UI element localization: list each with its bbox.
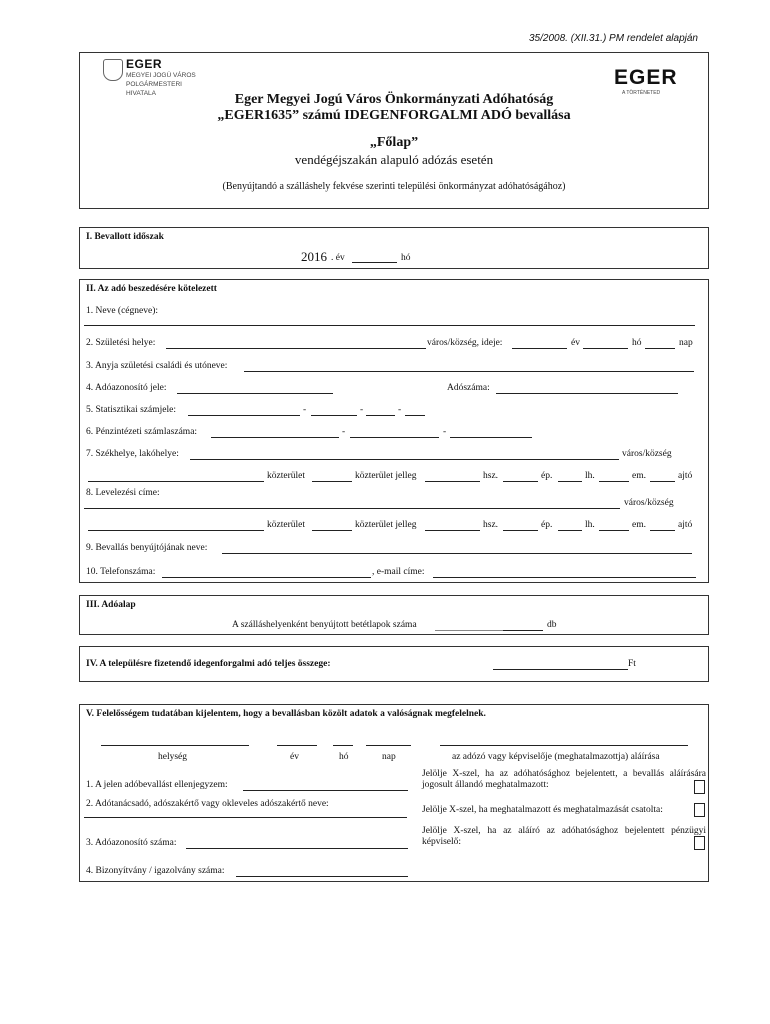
place-field[interactable] — [101, 745, 249, 746]
tax-id-label: 4. Adóazonosító jele: — [86, 383, 167, 393]
signature-field[interactable] — [440, 745, 688, 746]
tax-number-field[interactable] — [496, 393, 678, 394]
stat-number-label: 5. Statisztikai számjele: — [86, 405, 176, 415]
submitter-name-field[interactable] — [222, 553, 692, 554]
mail-building-label: ép. — [541, 520, 553, 530]
seat-floor-label: em. — [632, 471, 646, 481]
birth-month-field[interactable] — [583, 348, 628, 349]
period-year-label: . év — [331, 253, 345, 263]
seat-staircase-label: lh. — [585, 471, 595, 481]
authority-title: Eger Megyei Jogú Város Önkormányzati Adóhatóság — [234, 92, 554, 107]
mail-floor-label: em. — [632, 520, 646, 530]
stat-number-field-4[interactable] — [405, 415, 425, 416]
mail-staircase-field[interactable] — [558, 530, 582, 531]
bank-separator-1: - — [342, 427, 346, 437]
stat-separator-2: - — [360, 405, 364, 415]
period-month-field[interactable] — [352, 262, 397, 263]
mail-house-number-label: hsz. — [483, 520, 499, 530]
advisor-name-label: 2. Adótanácsadó, adószakértő vagy okleveles adószakértő neve: — [86, 799, 329, 809]
brand-logo-text: EGER — [614, 66, 678, 89]
birth-year-field[interactable] — [512, 348, 567, 349]
bank-separator-2: - — [443, 427, 447, 437]
sign-day-label: nap — [382, 752, 396, 762]
seat-house-number-label: hsz. — [483, 471, 499, 481]
mail-door-field[interactable] — [650, 530, 675, 531]
bank-account-field-3[interactable] — [450, 437, 532, 438]
phone-label: 10. Telefonszáma: — [86, 567, 156, 577]
bank-account-label: 6. Pénzintézeti számlaszáma: — [86, 427, 198, 437]
advisor-name-field[interactable] — [84, 817, 407, 818]
logo-line-3: HIVATALA — [126, 90, 156, 97]
birth-place-label: 2. Születési helye: — [86, 338, 156, 348]
seat-door-label: ajtó — [678, 471, 693, 481]
stat-separator-3: - — [398, 405, 402, 415]
countersign-label: 1. A jelen adóbevallást ellenjegyzem: — [86, 780, 228, 790]
total-amount-field[interactable] — [493, 669, 628, 670]
birth-month-label: hó — [632, 338, 642, 348]
period-year: 2016 — [301, 249, 327, 264]
stat-number-field-1[interactable] — [188, 415, 300, 416]
birth-day-field[interactable] — [645, 348, 675, 349]
seat-street-type-label: közterület jelleg — [355, 471, 417, 481]
tax-id-field[interactable] — [177, 393, 333, 394]
logo-line-2: POLGÁRMESTERI — [126, 81, 182, 88]
financial-rep-text: Jelölje X-szel, ha az aláíró az adóhatósághoz bejelentett pénzügyi képviselő: — [422, 826, 706, 847]
form-title — [79, 108, 709, 124]
submitter-name-label: 9. Bevallás benyújtójának neve: — [86, 543, 208, 553]
mail-street-type-label: közterület jelleg — [355, 520, 417, 530]
phone-field[interactable] — [162, 577, 371, 578]
birth-city-date-label: város/község, ideje: — [427, 338, 503, 348]
stat-separator-1: - — [303, 405, 307, 415]
tax-base-count-field[interactable] — [503, 630, 543, 631]
permanent-proxy-checkbox[interactable] — [694, 780, 705, 794]
place-label: helység — [158, 752, 188, 762]
mail-building-field[interactable] — [503, 530, 538, 531]
sign-year-field[interactable] — [277, 745, 317, 746]
name-field[interactable] — [84, 325, 695, 326]
section-period-heading: I. Bevallott időszak — [86, 232, 164, 242]
tax-base-guide — [435, 630, 503, 631]
seat-staircase-field[interactable] — [558, 481, 582, 482]
mother-name-field[interactable] — [244, 371, 694, 372]
tax-base-unit: db — [547, 620, 557, 630]
attached-proxy-checkbox[interactable] — [694, 803, 705, 817]
tax-number-label: Adószáma: — [447, 383, 490, 393]
seat-street-field[interactable] — [88, 481, 264, 482]
logo-line-1: MEGYEI JOGÚ VÁROS — [126, 72, 196, 79]
birth-year-label: év — [571, 338, 580, 348]
sign-month-label: hó — [339, 752, 349, 762]
section-tax-base-heading: III. Adóalap — [86, 600, 136, 610]
email-label: , e-mail címe: — [372, 567, 425, 577]
permanent-proxy-text: Jelölje X-szel, ha az adóhatósághoz bejelentett, a bevallás aláírására jogosult állandó meghatalmazott: — [422, 769, 706, 790]
birth-place-field[interactable] — [166, 348, 426, 349]
seat-floor-field[interactable] — [599, 481, 629, 482]
attached-proxy-text: Jelölje X-szel, ha meghatalmazott és meghatalmazását csatolta: — [422, 805, 663, 815]
countersign-field[interactable] — [243, 790, 408, 791]
seat-city-label: város/község — [622, 449, 672, 459]
brand-logo-tagline: A TÖRTÉNETED — [622, 90, 661, 96]
seat-building-field[interactable] — [503, 481, 538, 482]
certificate-number-field[interactable] — [236, 876, 408, 877]
declaration-heading: V. Felelősségem tudatában kijelentem, hogy a bevallásban közölt adatok a valóságnak megfelelnek. — [86, 709, 486, 719]
mail-house-number-field[interactable] — [425, 530, 480, 531]
mailing-address-label: 8. Levelezési címe: — [86, 488, 160, 498]
coat-of-arms-icon — [103, 59, 123, 81]
period-month-label: hó — [401, 253, 411, 263]
submission-note: (Benyújtandó a szálláshely fekvése szerinti települési önkormányzat adóhatóságához) — [222, 181, 566, 192]
sign-year-label: év — [290, 752, 299, 762]
form-code: „EGER1635” számú — [217, 108, 341, 123]
seat-city-field[interactable] — [190, 459, 619, 460]
mail-city-field[interactable] — [84, 508, 620, 509]
advisor-tax-id-label: 3. Adóazonosító száma: — [86, 838, 177, 848]
sign-month-field[interactable] — [333, 745, 353, 746]
mail-staircase-label: lh. — [585, 520, 595, 530]
mail-street-label: közterület — [267, 520, 305, 530]
financial-rep-checkbox[interactable] — [694, 836, 705, 850]
birth-day-label: nap — [679, 338, 693, 348]
mail-door-label: ajtó — [678, 520, 693, 530]
certificate-number-label: 4. Bizonyítvány / igazolvány száma: — [86, 866, 225, 876]
logo-brand: EGER — [126, 57, 163, 71]
section-declaration — [79, 704, 709, 882]
total-amount-unit: Ft — [628, 659, 636, 669]
seat-building-label: ép. — [541, 471, 553, 481]
seat-door-field[interactable] — [650, 481, 675, 482]
mail-street-field[interactable] — [88, 530, 264, 531]
advisor-tax-id-field[interactable] — [186, 848, 408, 849]
bank-account-field-2[interactable] — [350, 437, 439, 438]
seat-house-number-field[interactable] — [425, 481, 480, 482]
bank-account-field-1[interactable] — [211, 437, 339, 438]
email-field[interactable] — [433, 577, 696, 578]
name-label: 1. Neve (cégneve): — [86, 306, 159, 316]
sheet-subtitle: vendégéjszakán alapuló adózás esetén — [294, 152, 494, 167]
mail-city-label: város/község — [624, 498, 674, 508]
section-taxpayer-heading: II. Az adó beszedésére kötelezett — [86, 284, 217, 294]
seat-label: 7. Székhelye, lakóhelye: — [86, 449, 179, 459]
stat-number-field-2[interactable] — [311, 415, 357, 416]
seat-street-label: közterület — [267, 471, 305, 481]
tax-base-text: A szálláshelyenként benyújtott betétlapok száma — [232, 620, 417, 630]
mail-street-type-field[interactable] — [312, 530, 352, 531]
signature-label: az adózó vagy képviselője (meghatalmazottja) aláírása — [452, 752, 660, 762]
section-total-heading: IV. A településre fizetendő idegenforgalmi adó teljes összege: — [86, 659, 331, 669]
sheet-title: „Főlap” — [369, 135, 419, 150]
regulation-reference: 35/2008. (XII.31.) PM rendelet alapján — [529, 33, 698, 44]
seat-street-type-field[interactable] — [312, 481, 352, 482]
sign-day-field[interactable] — [366, 745, 411, 746]
mother-name-label: 3. Anyja születési családi és utóneve: — [86, 361, 228, 371]
form-name: IDEGENFORGALMI ADÓ bevallása — [344, 108, 571, 123]
stat-number-field-3[interactable] — [366, 415, 395, 416]
mail-floor-field[interactable] — [599, 530, 629, 531]
